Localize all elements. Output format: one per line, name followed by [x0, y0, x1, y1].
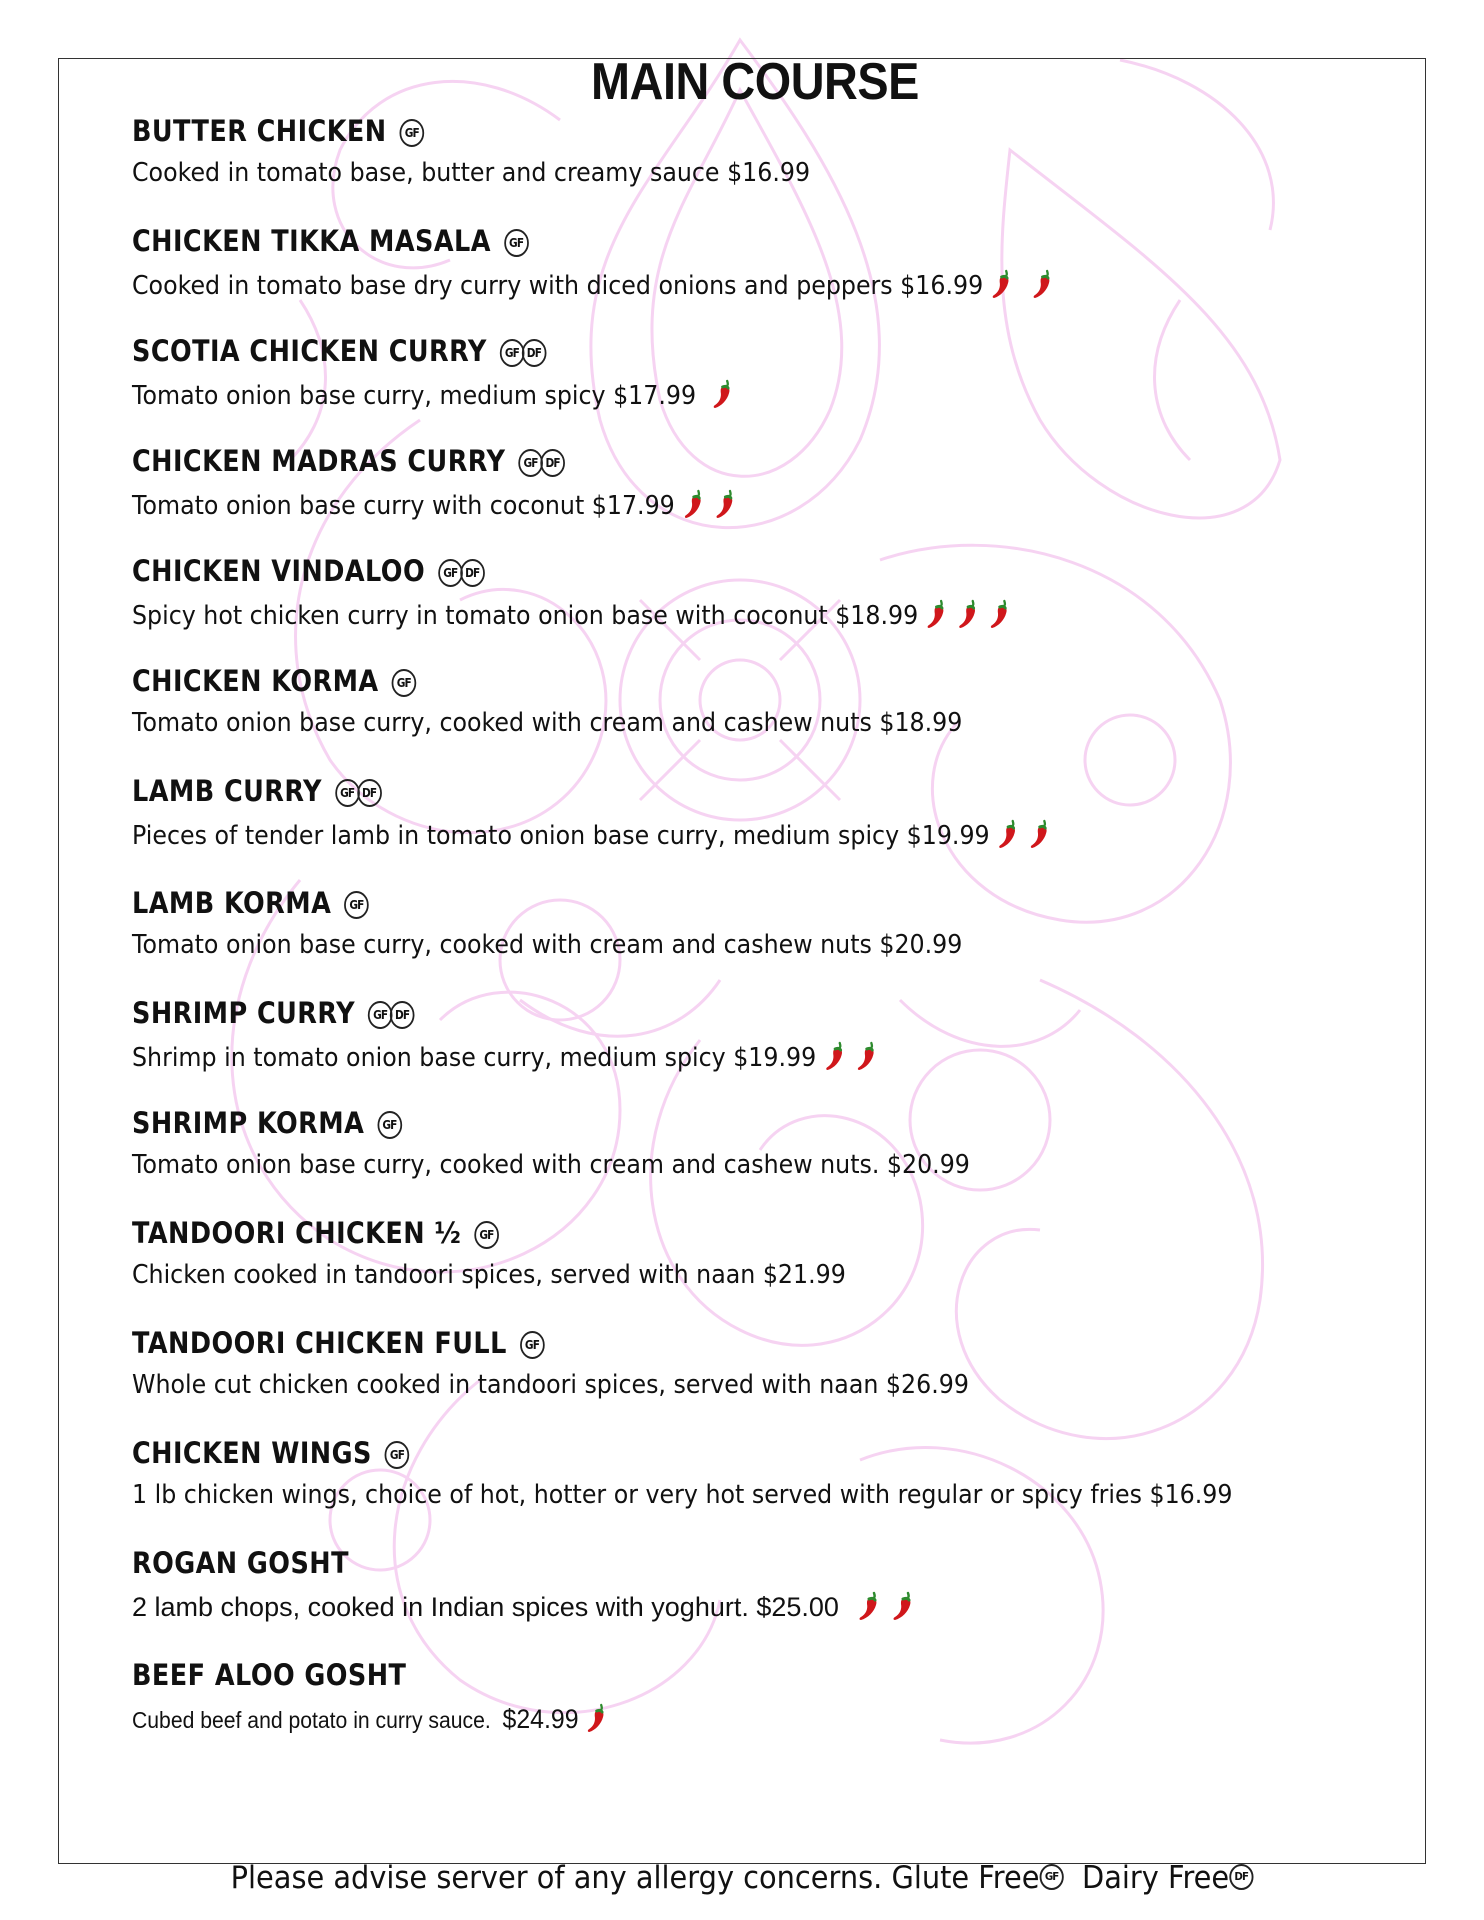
gluten-free-icon: GF	[335, 779, 360, 807]
chili-icon	[891, 1590, 917, 1622]
menu-item	[132, 114, 1372, 224]
item-name: SHRIMP CURRY	[132, 996, 355, 1030]
item-description: Cooked in tomato base, butter and creamy sauce $16.99	[132, 158, 811, 188]
gluten-free-icon: GF	[500, 339, 525, 367]
item-name: TANDOORI CHICKEN FULL	[132, 1326, 507, 1360]
item-price: $24.99	[502, 1704, 579, 1734]
item-name: CHICKEN KORMA	[132, 664, 379, 698]
menu-item	[132, 334, 1372, 444]
item-name: LAMB CURRY	[132, 774, 322, 808]
page-title: MAIN COURSE	[591, 53, 919, 111]
item-description: Cubed beef and potato in curry sauce.	[132, 1707, 491, 1733]
item-description: 1 lb chicken wings, choice of hot, hotter or very hot served with regular or spicy fries $16.99	[132, 1480, 1233, 1510]
chili-icon	[855, 1040, 879, 1072]
item-name: CHICKEN VINDALOO	[132, 554, 426, 588]
chili-icon	[711, 378, 735, 410]
menu-item	[132, 224, 1372, 334]
chili-icon	[997, 818, 1021, 850]
item-name: ROGAN GOSHT	[132, 1546, 349, 1580]
menu-item	[132, 996, 1372, 1106]
item-description: Chicken cooked in tandoori spices, served with naan $21.99	[132, 1260, 846, 1290]
dairy-free-label: Dairy Free	[1082, 1860, 1230, 1896]
chili-icon	[989, 598, 1013, 630]
chili-icon	[857, 1590, 883, 1622]
chili-icon	[682, 488, 706, 520]
dairy-free-icon: DF	[540, 449, 565, 477]
item-description: 2 lamb chops, cooked in Indian spices with yoghurt. $25.00	[132, 1592, 839, 1622]
item-name: CHICKEN WINGS	[132, 1436, 372, 1470]
gluten-free-icon: GF	[368, 1001, 393, 1029]
gluten-free-icon: GF	[520, 1331, 545, 1359]
chili-icon	[586, 1702, 610, 1734]
item-name: BEEF ALOO GOSHT	[132, 1658, 407, 1692]
item-name: CHICKEN TIKKA MASALA	[132, 224, 491, 258]
chili-icon	[1029, 818, 1053, 850]
item-description: Cooked in tomato base dry curry with diced onions and peppers $16.99	[132, 271, 984, 301]
gluten-free-icon: GF	[385, 1441, 410, 1469]
menu-item	[132, 1106, 1372, 1216]
item-description: Tomato onion base curry with coconut $17.99	[132, 491, 675, 521]
menu-item	[132, 554, 1372, 664]
gluten-free-icon: GF	[438, 559, 463, 587]
item-description: Tomato onion base curry, cooked with cream and cashew nuts. $20.99	[132, 1150, 970, 1180]
gluten-free-icon: GF	[399, 119, 424, 147]
item-name: LAMB KORMA	[132, 886, 332, 920]
dairy-free-icon: DF	[357, 779, 382, 807]
item-description: Whole cut chicken cooked in tandoori spices, served with naan $26.99	[132, 1370, 969, 1400]
chili-icon	[714, 488, 738, 520]
menu-item	[132, 664, 1372, 774]
menu-item	[132, 444, 1372, 554]
gluten-free-icon: GF	[344, 891, 369, 919]
chili-icon	[991, 268, 1015, 300]
menu-item	[132, 1216, 1372, 1326]
item-name: SHRIMP KORMA	[132, 1106, 365, 1140]
allergy-notice	[52, 1860, 1432, 1896]
chili-icon	[824, 1040, 848, 1072]
chili-icon	[926, 598, 950, 630]
item-name: CHICKEN MADRAS CURRY	[132, 444, 506, 478]
item-description: Tomato onion base curry, cooked with cream and cashew nuts $18.99	[132, 708, 963, 738]
menu-item	[132, 1658, 1372, 1768]
allergy-notice-text: Please advise server of any allergy concerns. Glute Free	[230, 1860, 1040, 1896]
item-description: Spicy hot chicken curry in tomato onion base with coconut $18.99	[132, 601, 919, 631]
menu-item	[132, 1436, 1372, 1546]
gluten-free-icon: GF	[391, 669, 416, 697]
dairy-free-icon: DF	[460, 559, 485, 587]
chili-icon	[1032, 268, 1056, 300]
menu-item	[132, 774, 1372, 886]
gluten-free-icon: GF	[377, 1111, 402, 1139]
gluten-free-icon: GF	[1039, 1864, 1063, 1890]
item-description: Shrimp in tomato onion base curry, medium spicy $19.99	[132, 1043, 817, 1073]
menu-items-list	[132, 114, 1372, 1768]
dairy-free-icon: DF	[390, 1001, 415, 1029]
chili-icon	[957, 598, 981, 630]
menu-item	[132, 1546, 1372, 1658]
gluten-free-icon: GF	[474, 1221, 499, 1249]
menu-item	[132, 886, 1372, 996]
dairy-free-icon: DF	[1229, 1864, 1253, 1890]
item-name: TANDOORI CHICKEN ½	[132, 1216, 462, 1250]
item-name: SCOTIA CHICKEN CURRY	[132, 334, 487, 368]
item-description: Pieces of tender lamb in tomato onion base curry, medium spicy $19.99	[132, 821, 990, 851]
item-description: Tomato onion base curry, medium spicy $17.99	[132, 381, 697, 411]
item-description: Tomato onion base curry, cooked with cream and cashew nuts $20.99	[132, 930, 963, 960]
dairy-free-icon: DF	[522, 339, 547, 367]
gluten-free-icon: GF	[518, 449, 543, 477]
menu-item	[132, 1326, 1372, 1436]
gluten-free-icon: GF	[504, 229, 529, 257]
item-name: BUTTER CHICKEN	[132, 114, 387, 148]
